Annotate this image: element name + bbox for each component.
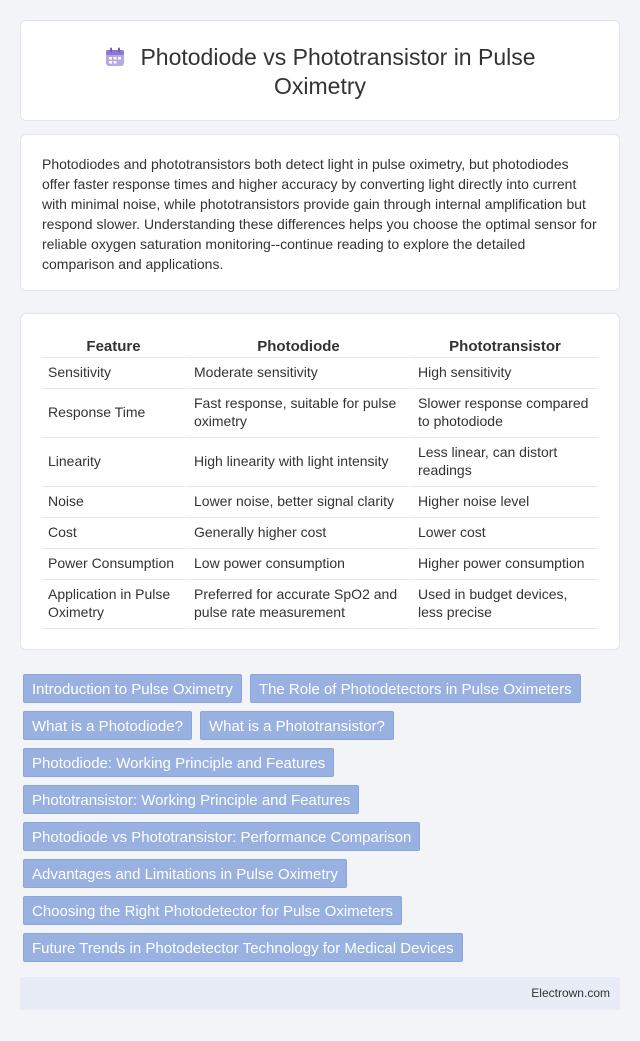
intro-paragraph: Photodiodes and phototransistors both detect light in pulse oximetry, but photodiodes offer faster response times and higher accuracy by converting light directly into current with minimal noise, while phototransistors provide gain through internal amplification but respond slower. Understanding these differences helps you choose the optimal sensor for reliable oxygen saturation monitoring--continue reading to explore the detailed comparison and applications. — [42, 156, 597, 272]
topic-link[interactable]: The Role of Photodetectors in Pulse Oximeters — [250, 674, 581, 703]
topic-link[interactable]: What is a Phototransistor? — [200, 711, 394, 740]
table-cell: High sensitivity — [409, 358, 598, 389]
table-cell: Low power consumption — [185, 549, 409, 580]
table-cell: Less linear, can distort readings — [409, 438, 598, 487]
table-cell: Power Consumption — [42, 549, 185, 580]
table-cell: Cost — [42, 518, 185, 549]
topic-link[interactable]: Advantages and Limitations in Pulse Oximetry — [23, 859, 347, 888]
comparison-table-card — [20, 313, 620, 650]
table-cell: Fast response, suitable for pulse oximetry — [185, 389, 409, 438]
footer — [20, 977, 620, 1010]
intro-card — [20, 134, 620, 291]
table-cell: Lower noise, better signal clarity — [185, 487, 409, 518]
table-cell: Sensitivity — [42, 358, 185, 389]
page-title — [21, 43, 619, 101]
table-cell: Generally higher cost — [185, 518, 409, 549]
table-row — [42, 358, 598, 389]
table-cell: Linearity — [42, 438, 185, 487]
table-row — [42, 389, 598, 438]
table-cell: Lower cost — [409, 518, 598, 549]
topic-link[interactable]: What is a Photodiode? — [23, 711, 192, 740]
table-cell: Noise — [42, 487, 185, 518]
table-cell: Slower response compared to photodiode — [409, 389, 598, 438]
table-row — [42, 580, 598, 629]
table-cell: Higher power consumption — [409, 549, 598, 580]
table-cell: High linearity with light intensity — [185, 438, 409, 487]
header-phototransistor: Phototransistor — [409, 336, 598, 358]
header-photodiode: Photodiode — [185, 336, 409, 358]
table-row — [42, 438, 598, 487]
topic-link[interactable]: Phototransistor: Working Principle and Features — [23, 785, 359, 814]
table-cell: Higher noise level — [409, 487, 598, 518]
title-card — [20, 20, 620, 121]
table-row — [42, 487, 598, 518]
table-cell: Moderate sensitivity — [185, 358, 409, 389]
table-row — [42, 549, 598, 580]
comparison-table — [42, 336, 598, 629]
table-cell: Response Time — [42, 389, 185, 438]
topic-link[interactable]: Photodiode: Working Principle and Features — [23, 748, 334, 777]
calendar-icon — [104, 46, 126, 68]
topic-link[interactable]: Future Trends in Photodetector Technology for Medical Devices — [23, 933, 463, 962]
topic-links — [23, 674, 623, 970]
header-feature: Feature — [42, 336, 185, 358]
table-cell: Used in budget devices, less precise — [409, 580, 598, 629]
table-cell: Preferred for accurate SpO2 and pulse rate measurement — [185, 580, 409, 629]
table-cell: Application in Pulse Oximetry — [42, 580, 185, 629]
title-line-2: Oximetry — [274, 73, 366, 99]
topic-link[interactable]: Choosing the Right Photodetector for Pulse Oximeters — [23, 896, 402, 925]
table-row — [42, 518, 598, 549]
table-header-row — [42, 336, 598, 358]
footer-brand[interactable]: Electrown.com — [531, 986, 610, 1000]
title-line-1: Photodiode vs Phototransistor in Pulse — [140, 44, 536, 70]
topic-link[interactable]: Introduction to Pulse Oximetry — [23, 674, 242, 703]
topic-link[interactable]: Photodiode vs Phototransistor: Performance Comparison — [23, 822, 420, 851]
